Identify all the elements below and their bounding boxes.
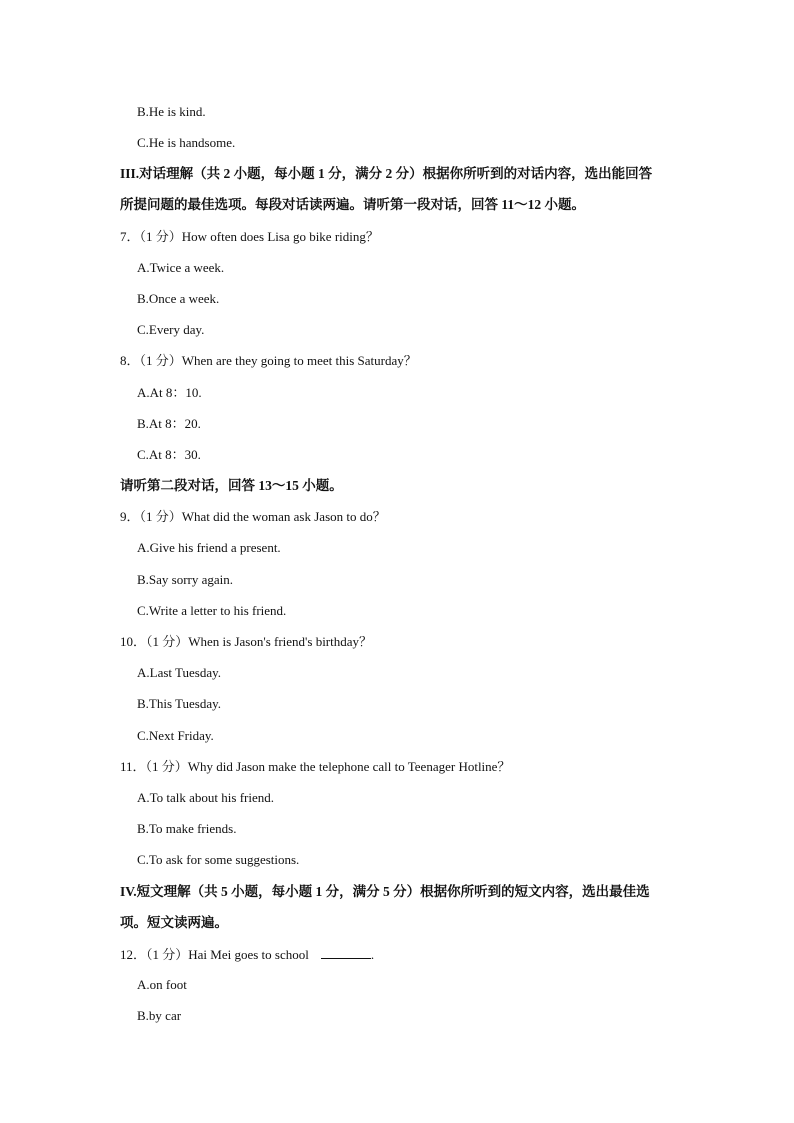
dialog-2-intro: 请听第二段对话，回答 13～15 小题。 bbox=[120, 478, 343, 493]
question-10-option-a: A.Last Tuesday. bbox=[137, 665, 222, 680]
answer-blank bbox=[321, 946, 371, 959]
question-8-option-b: B.At 8：20. bbox=[137, 416, 201, 431]
question-7-option-c: C.Every day. bbox=[137, 322, 205, 337]
question-7: 7．（1 分）How often does Lisa go bike riding？ bbox=[120, 229, 379, 244]
question-10: 10．（1 分）When is Jason's friend's birthday？ bbox=[120, 634, 373, 649]
option-b-prev: B.He is kind. bbox=[137, 104, 206, 119]
section-3-heading-line1: III.对话理解（共 2 小题，每小题 1 分，满分 2 分）根据你所听到的对话内容，选出能回答 bbox=[120, 166, 653, 181]
question-12-stem-end: . bbox=[370, 947, 375, 962]
question-10-option-c: C.Next Friday. bbox=[137, 728, 214, 743]
question-9-option-c: C.Write a letter to his friend. bbox=[137, 603, 287, 618]
question-11-option-b: B.To make friends. bbox=[137, 821, 237, 836]
question-12-option-b: B.by car bbox=[137, 1008, 182, 1023]
question-8: 8．（1 分）When are they going to meet this Saturday？ bbox=[120, 353, 417, 368]
section-3-heading-line2: 所提问题的最佳选项。每段对话读两遍。请听第一段对话，回答 11～12 小题。 bbox=[120, 197, 586, 212]
question-7-option-b: B.Once a week. bbox=[137, 291, 220, 306]
section-4-heading-line1: IV.短文理解（共 5 小题，每小题 1 分，满分 5 分）根据你所听到的短文内容，选出最佳选 bbox=[120, 884, 650, 899]
question-11: 11．（1 分）Why did Jason make the telephone call to Teenager Hotline？ bbox=[120, 759, 511, 774]
question-12-stem: 12．（1 分）Hai Mei goes to school bbox=[120, 947, 309, 962]
question-11-option-a: A.To talk about his friend. bbox=[137, 790, 275, 805]
question-12 bbox=[120, 946, 374, 963]
question-9: 9．（1 分）What did the woman ask Jason to do？ bbox=[120, 509, 386, 524]
question-8-option-c: C.At 8：30. bbox=[137, 447, 201, 462]
question-7-option-a: A.Twice a week. bbox=[137, 260, 225, 275]
question-8-option-a: A.At 8：10. bbox=[137, 385, 202, 400]
question-12-option-a: A.on foot bbox=[137, 977, 187, 992]
question-11-option-c: C.To ask for some suggestions. bbox=[137, 852, 300, 867]
option-c-prev: C.He is handsome. bbox=[137, 135, 236, 150]
section-4-heading-line2: 项。短文读两遍。 bbox=[120, 915, 228, 930]
question-9-option-a: A.Give his friend a present. bbox=[137, 540, 281, 555]
question-10-option-b: B.This Tuesday. bbox=[137, 696, 222, 711]
question-9-option-b: B.Say sorry again. bbox=[137, 572, 234, 587]
